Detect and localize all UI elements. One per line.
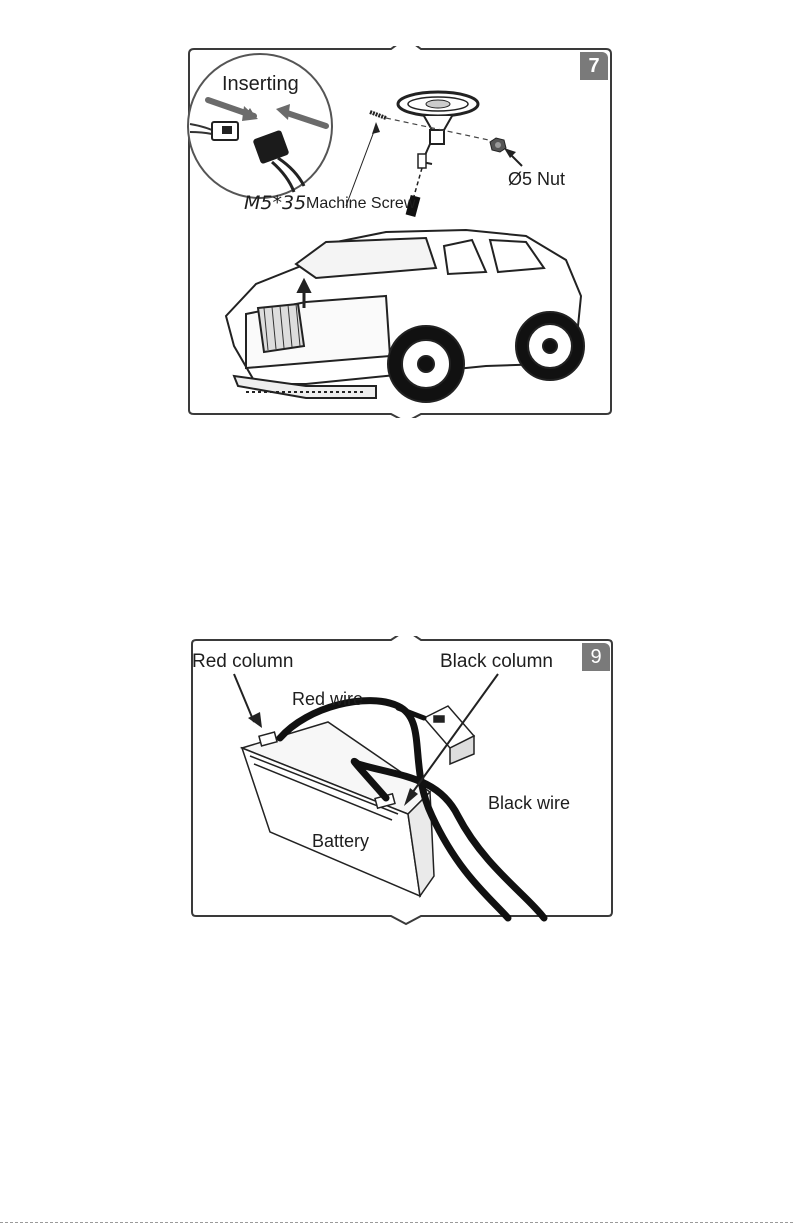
red-wire-label: Red wire [292, 689, 364, 709]
fuse-connector [424, 706, 474, 764]
battery [242, 722, 434, 896]
machine-screw-label: Machine Screw [306, 195, 416, 212]
battery-label: Battery [312, 831, 370, 851]
screw-code-label: M5*35 [244, 192, 307, 214]
inserting-label: Inserting [222, 73, 299, 95]
nut-label: Ø5 Nut [508, 169, 566, 189]
black-column-label: Black column [440, 651, 553, 672]
nut [490, 138, 522, 166]
red-column-label: Red column [192, 651, 294, 672]
step-9-badge: 9 [582, 643, 610, 671]
step-9-panel [188, 636, 616, 926]
ride-on-car [226, 230, 584, 402]
black-wire-label: Black wire [488, 793, 571, 813]
step-9-illustration [188, 636, 616, 926]
step-7-panel [186, 46, 614, 418]
page-bottom-rule [0, 1222, 793, 1223]
step-7-badge: 7 [580, 52, 608, 80]
step-7-illustration [186, 46, 614, 418]
